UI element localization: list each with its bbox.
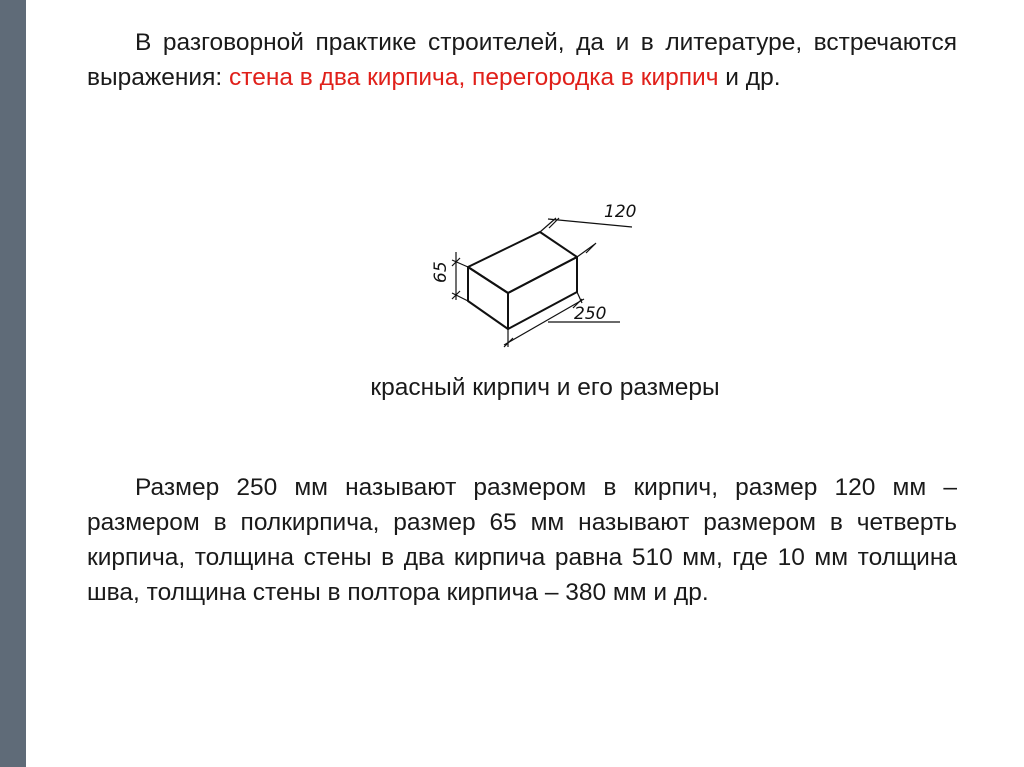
brick-drawing — [420, 190, 650, 355]
brick-top-face — [468, 232, 577, 293]
dim-width-label: 120 — [604, 202, 637, 222]
figure-caption: красный кирпич и его размеры — [370, 374, 720, 401]
intro-text-end: и др. — [718, 64, 781, 91]
dim-height-label: 65 — [431, 261, 451, 283]
sizes-paragraph: Размер 250 мм называют размером в кирпич, размер 120 мм – размером в полкирпича, размер 65 мм называют размером в четверть кирпича, толщина стены в два кирпича равна 510 мм, где 10 мм толщина шва, толщина стены в полтора кирпича – 380 мм и др. — [87, 474, 957, 606]
brick-right-face — [508, 257, 577, 329]
brick-figure — [420, 190, 650, 355]
dim-width-tick-right — [586, 243, 596, 253]
brick-front-face — [468, 267, 508, 329]
dim-length-label: 250 — [574, 304, 607, 324]
intro-paragraph — [87, 25, 957, 95]
intro-highlight: стена в два кирпича, перегородка в кирпич — [229, 64, 719, 91]
intro-text-start: В разговорной практике строителей, да и в литературе, встречаются выражения: — [87, 29, 957, 91]
